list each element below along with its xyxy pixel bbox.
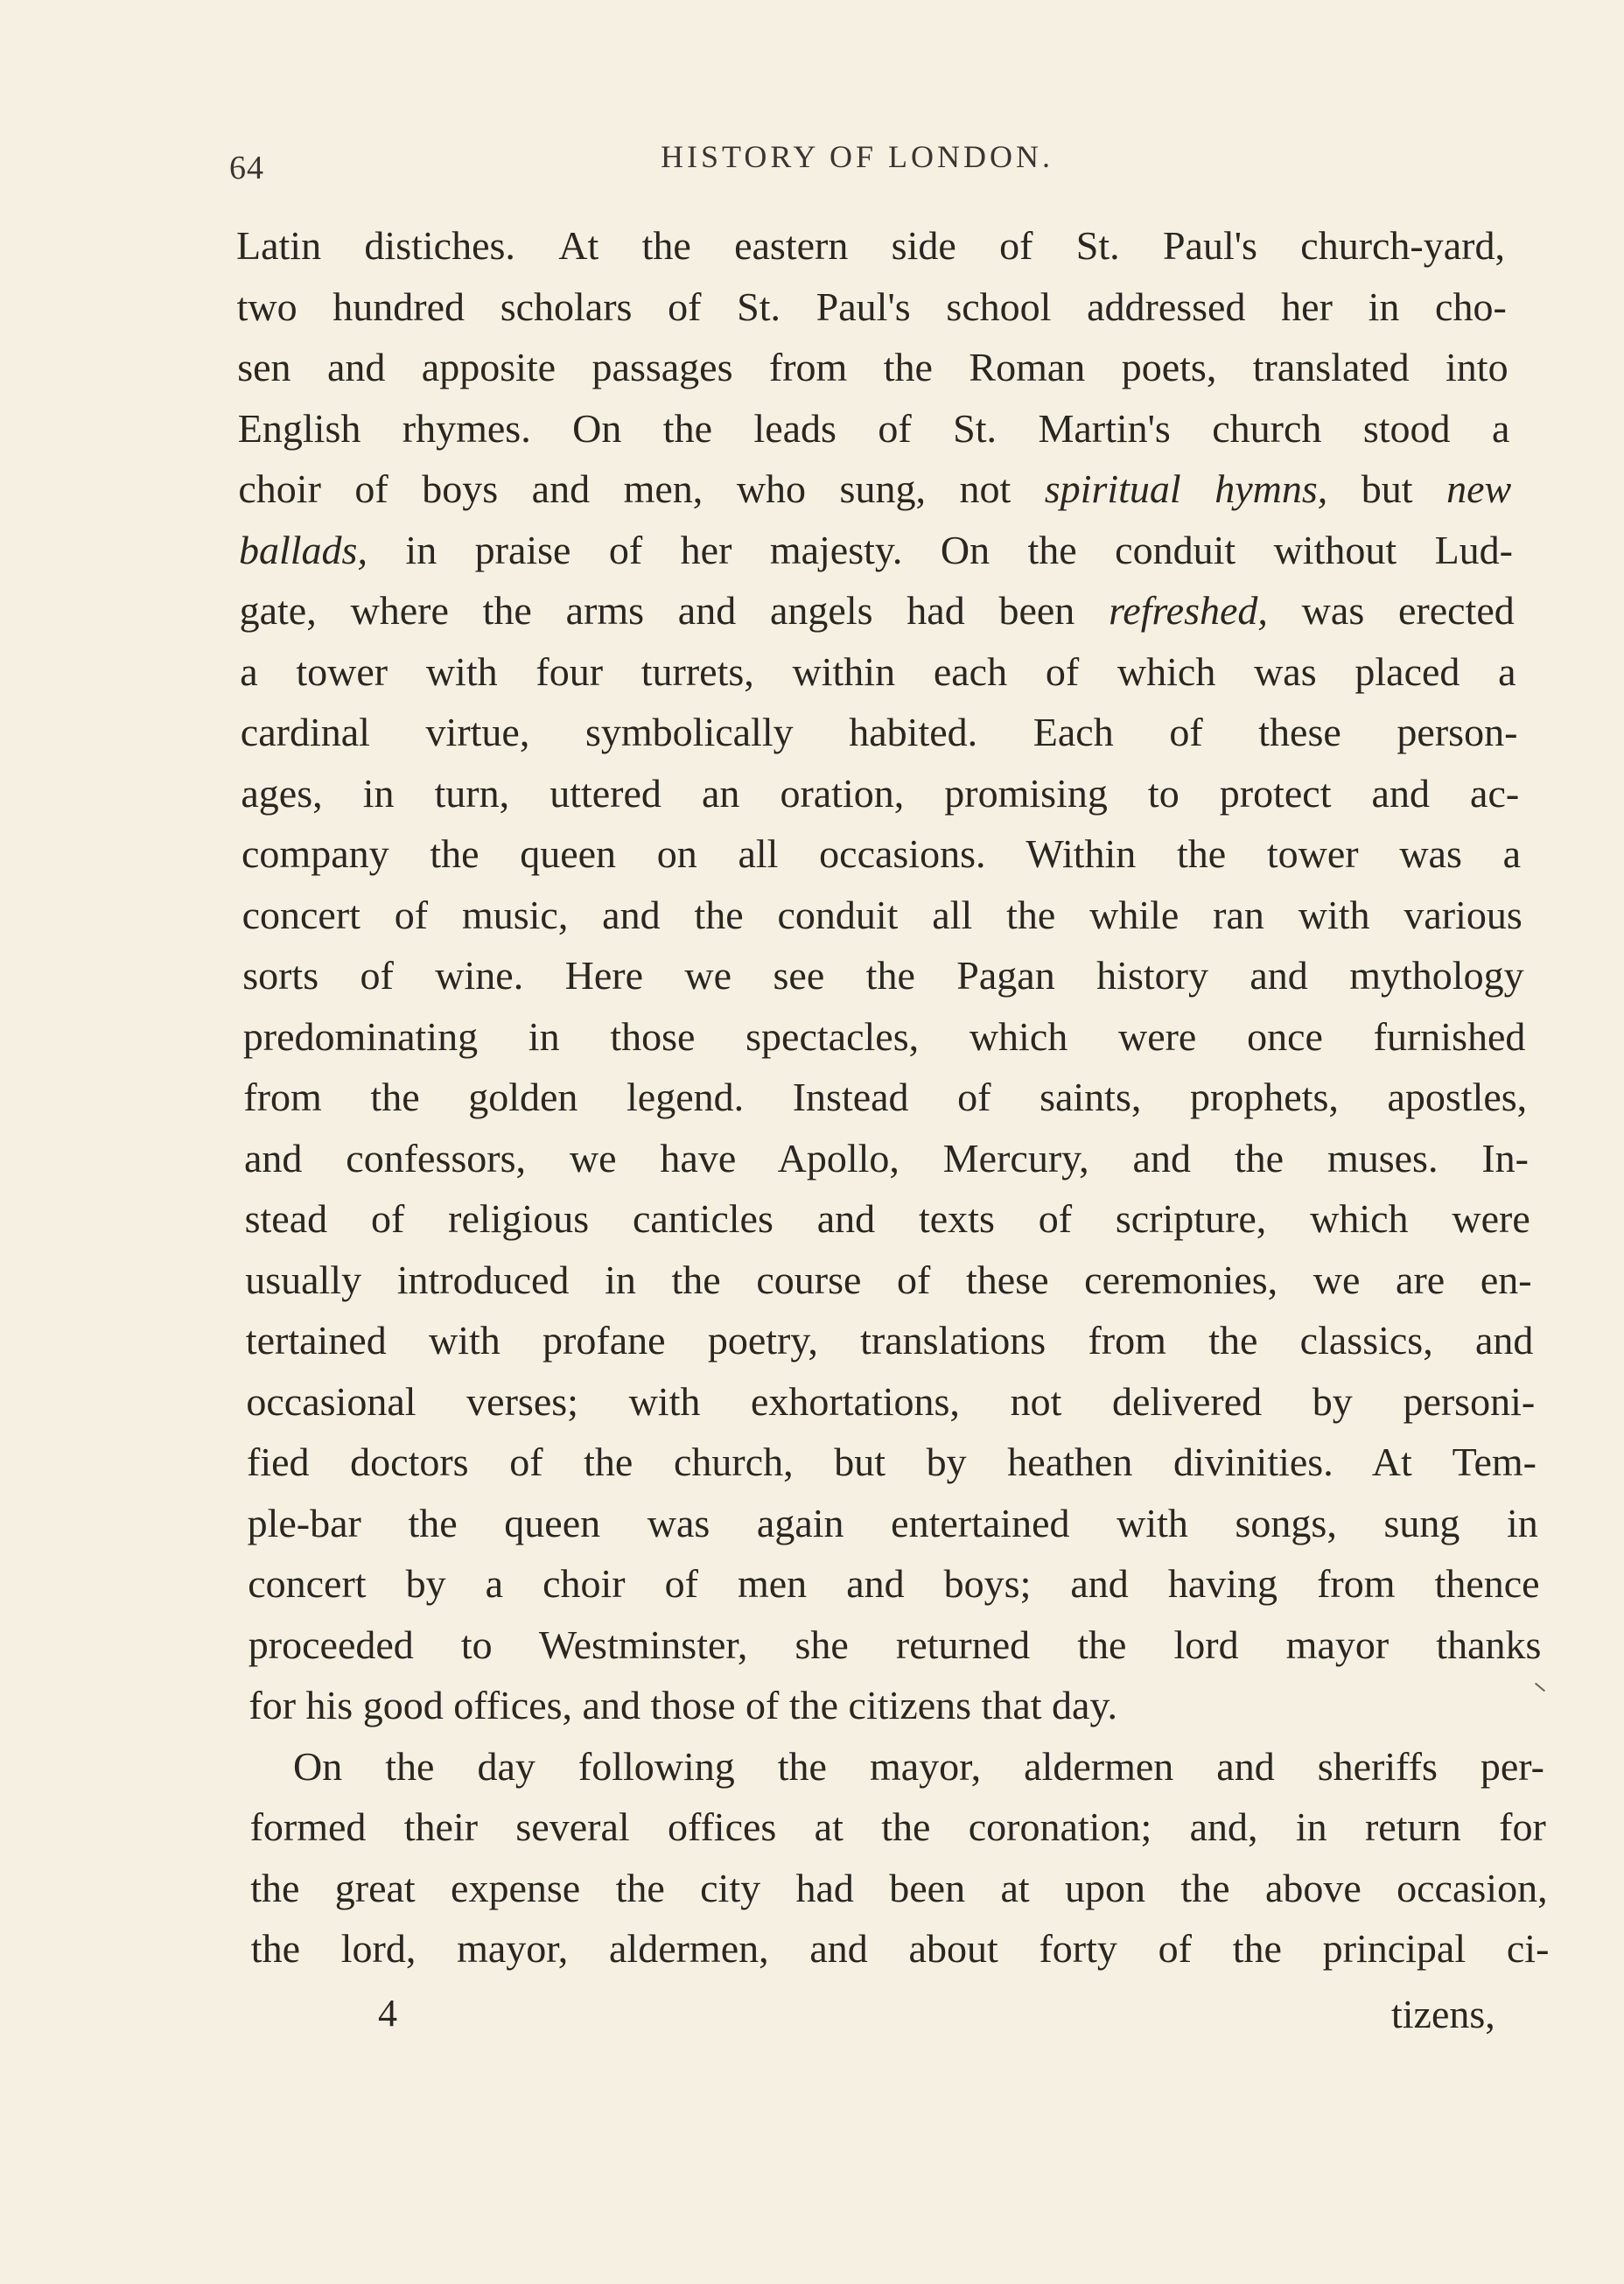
text-line	[239, 527, 1513, 572]
text-line	[241, 712, 1518, 753]
text-line	[242, 1013, 1526, 1059]
text-line	[247, 1500, 1538, 1545]
signature-mark: 4	[378, 1992, 397, 2035]
italic-phrase: refreshed,	[1109, 588, 1268, 633]
text-line	[240, 648, 1516, 694]
text-run: the great expense the city had been at upon the above occasion,	[250, 1865, 1548, 1910]
text-line	[245, 1257, 1532, 1302]
text-line	[249, 1804, 1546, 1849]
text-line	[237, 405, 1510, 451]
text-line	[293, 1743, 1544, 1789]
text-run: occasional verses; with exhortations, not delivered by personi-	[246, 1378, 1536, 1424]
text-run: ages, in turn, uttered an oration, promising to protect and ac-	[241, 770, 1520, 816]
text-line	[250, 1926, 1550, 1971]
page-number: 64	[229, 150, 264, 186]
text-line	[242, 892, 1522, 937]
text-run: predominating in those spectacles, which were once furnished	[242, 1013, 1526, 1059]
text-run: choir of boys and men, who sung, not	[238, 466, 1045, 511]
text-line	[236, 284, 1507, 329]
text-run: usually introduced in the course of these ceremonies, we are en-	[245, 1257, 1532, 1302]
text-run: stead of religious canticles and texts of scripture, which were	[244, 1196, 1530, 1241]
text-line	[238, 466, 1512, 511]
running-title: HISTORY OF LONDON.	[661, 139, 1054, 174]
text-line	[248, 1561, 1540, 1606]
text-line	[244, 1135, 1529, 1181]
text-line	[239, 588, 1515, 633]
text-run: tertained with profane poetry, translations from the classics, and	[245, 1318, 1534, 1363]
text-run: formed their several offices at the coronation; and, in return for	[249, 1804, 1546, 1849]
text-run: English rhymes. On the leads of St. Martin's church stood a	[237, 405, 1510, 451]
text-line	[241, 770, 1520, 816]
text-run: two hundred scholars of St. Paul's school addressed her in cho-	[236, 284, 1507, 329]
text-run: cardinal virtue, symbolically habited. Each of these person-	[240, 710, 1518, 754]
text-run: in praise of her majesty. On the conduit without Lud-	[367, 527, 1513, 572]
text-run: the lord, mayor, aldermen, and about forty of the principal ci-	[250, 1926, 1550, 1971]
text-run: was erected	[1267, 588, 1515, 633]
text-run: fied doctors of the church, but by heathen divinities. At Tem-	[247, 1440, 1536, 1484]
text-run: concert by a choir of men and boys; and having from thence	[248, 1561, 1540, 1606]
text-run: proceeded to Westminster, she returned the lord mayor thanks	[248, 1622, 1542, 1667]
italic-phrase: new	[1446, 466, 1512, 511]
text-line	[248, 1685, 1543, 1726]
text-line	[248, 1622, 1542, 1667]
text-line	[244, 1196, 1530, 1241]
text-line	[247, 1442, 1536, 1482]
text-line	[245, 1318, 1534, 1363]
text-line	[250, 1865, 1548, 1910]
text-line	[242, 831, 1521, 876]
catchword: tizens,	[1391, 1992, 1495, 2036]
text-run: but	[1327, 466, 1447, 511]
text-run: company the queen on all occasions. Within the tower was a	[242, 831, 1521, 876]
text-run: and confessors, we have Apollo, Mercury, and the muses. In-	[244, 1135, 1529, 1181]
text-run: gate, where the arms and angels had been	[239, 588, 1110, 633]
text-line	[246, 1378, 1536, 1424]
text-run: for his good offices, and those of the citizens that day.	[248, 1683, 1117, 1727]
italic-phrase: ballads,	[239, 527, 368, 572]
text-run: a tower with four turrets, within each of which was placed a	[240, 648, 1516, 694]
text-run: ple-bar the queen was again entertained with songs, sung in	[247, 1500, 1538, 1545]
text-run: concert of music, and the conduit all the while ran with various	[242, 892, 1522, 937]
text-line	[237, 347, 1508, 388]
text-line	[243, 1077, 1527, 1117]
italic-phrase: spiritual hymns,	[1044, 466, 1328, 511]
text-line	[242, 953, 1524, 998]
text-run: sorts of wine. Here we see the Pagan history and mythology	[242, 953, 1524, 998]
text-run: Latin disticheѕ. At the eastern side of St. Paul's church-yard,	[236, 223, 1505, 268]
text-line	[236, 223, 1505, 268]
text-run: from the golden legend. Instead of saints, prophets, apostles,	[243, 1075, 1528, 1119]
text-run: On the day following the mayor, aldermen and sheriffs per-	[293, 1743, 1544, 1789]
text-run: sen and apposite passages from the Roman poets, translated into	[237, 345, 1508, 389]
